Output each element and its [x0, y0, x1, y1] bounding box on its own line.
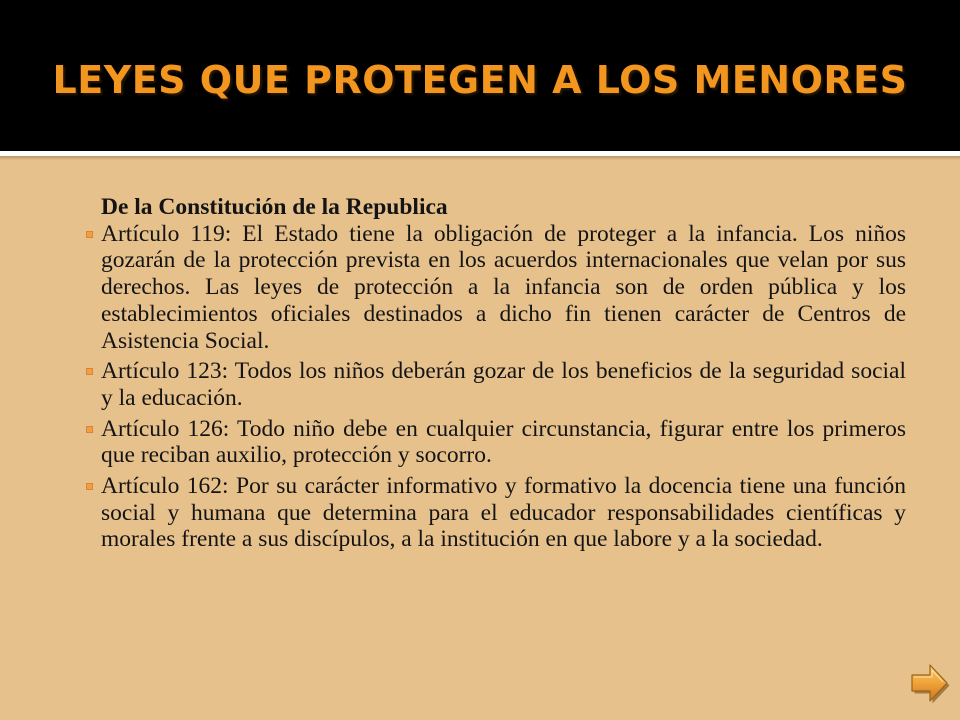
square-bullet-icon — [86, 426, 93, 433]
square-bullet-icon — [86, 231, 93, 238]
arrow-right-icon — [909, 662, 951, 706]
article-126 — [101, 416, 906, 469]
article-text: Artículo 126: Todo niño debe en cualquier circunstancia, figurar entre los primeros que reciban auxilio, protección y socorro. — [101, 415, 906, 469]
slide-header — [0, 0, 960, 151]
article-119 — [101, 221, 906, 355]
slide-content — [101, 194, 906, 557]
article-list — [101, 221, 906, 553]
section-subtitle: De la Constitución de la Republica — [101, 194, 448, 220]
square-bullet-icon — [86, 368, 93, 375]
article-text: Artículo 123: Todos los niños deberán gozar de los beneficios de la seguridad social y la educación. — [101, 358, 906, 411]
next-slide-button[interactable] — [909, 662, 951, 706]
article-162 — [101, 473, 906, 553]
slide-title: LEYES QUE PROTEGEN A LOS MENORES — [52, 58, 908, 102]
header-shadow — [0, 156, 960, 160]
article-123 — [101, 358, 906, 411]
article-text: Artículo 119: El Estado tiene la obligación de proteger a la infancia. Los niños gozarán de la protección prevista en los acuerdos internacionales que velan por sus derechos. Las leyes de protección a la infancia son de orden pública y los establecimientos oficiales destinados a dicho fin tienen carácter de Centros de Asistencia Social. — [101, 220, 906, 354]
article-text: Artículo 162: Por su carácter informativo y formativo la docencia tiene una función social y humana que determina para el educador responsabilidades científicas y morales frente a sus discípulos, a la institución en que labore y a la sociedad. — [101, 473, 906, 553]
square-bullet-icon — [86, 483, 93, 490]
